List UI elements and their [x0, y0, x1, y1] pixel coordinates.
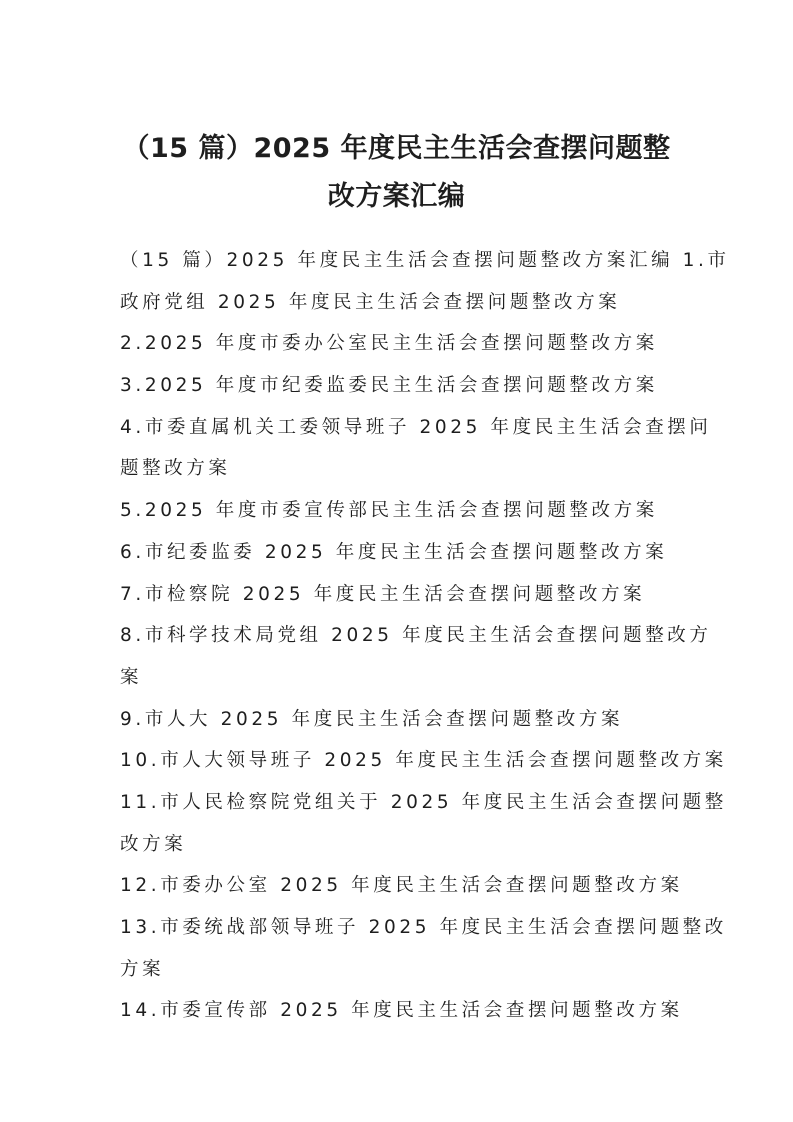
- toc-line: 14.市委宣传部 2025 年度民主生活会查摆问题整改方案: [120, 1000, 683, 1022]
- toc-line: 11.市人民检察院党组关于 2025 年度民主生活会查摆问题整: [120, 791, 727, 813]
- toc-line: 7.市检察院 2025 年度民主生活会查摆问题整改方案: [120, 583, 646, 605]
- toc-line: 2.2025 年度市委办公室民主生活会查摆问题整改方案: [120, 333, 658, 355]
- toc-line: （15 篇）2025 年度民主生活会查摆问题整改方案汇编 1.市: [120, 250, 730, 271]
- toc-line: 13.市委统战部领导班子 2025 年度民主生活会查摆问题整改: [120, 917, 727, 938]
- document-title-line-1: （15 篇）2025 年度民主生活会查摆问题整: [122, 133, 671, 164]
- toc-line: 改方案: [120, 833, 187, 855]
- document-title-line-2: 改方案汇编: [327, 181, 466, 212]
- toc-line: 方案: [120, 958, 165, 980]
- toc-line: 政府党组 2025 年度民主生活会查摆问题整改方案: [120, 291, 621, 313]
- toc-line: 案: [120, 666, 143, 688]
- toc-line: 4.市委直属机关工委领导班子 2025 年度民主生活会查摆问: [120, 416, 712, 438]
- toc-line: 题整改方案: [120, 458, 231, 480]
- table-of-contents: [120, 247, 730, 1039]
- toc-line: 3.2025 年度市纪委监委民主生活会查摆问题整改方案: [120, 375, 658, 397]
- toc-line: 9.市人大 2025 年度民主生活会查摆问题整改方案: [120, 708, 624, 730]
- toc-line: 12.市委办公室 2025 年度民主生活会查摆问题整改方案: [120, 875, 683, 897]
- toc-line: 10.市人大领导班子 2025 年度民主生活会查摆问题整改方案: [120, 750, 727, 772]
- toc-line: 6.市纪委监委 2025 年度民主生活会查摆问题整改方案: [120, 541, 668, 563]
- toc-line: 5.2025 年度市委宣传部民主生活会查摆问题整改方案: [120, 500, 658, 522]
- toc-line: 8.市科学技术局党组 2025 年度民主生活会查摆问题整改方: [120, 625, 712, 647]
